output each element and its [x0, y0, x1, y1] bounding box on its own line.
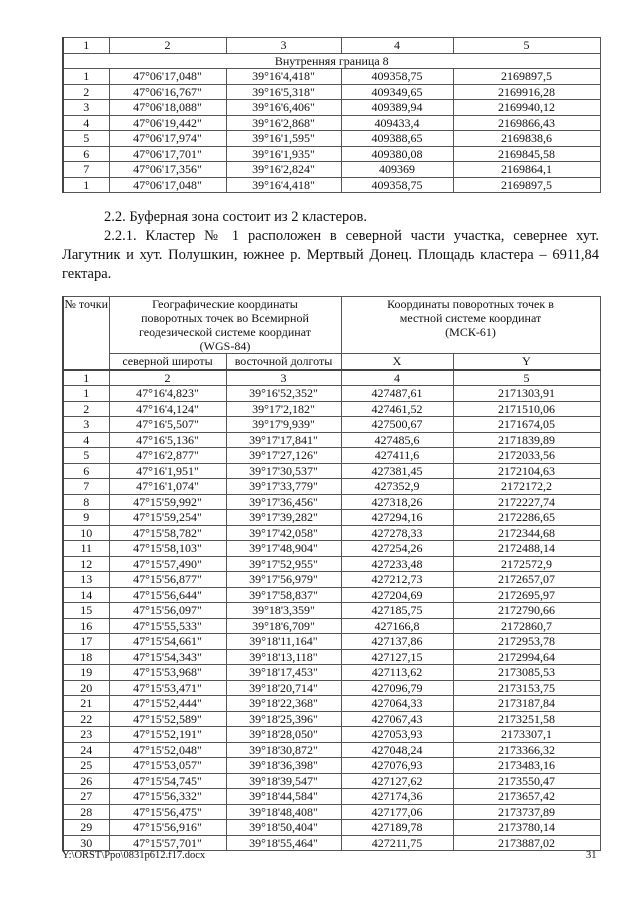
- header-row-2: [63, 354, 600, 370]
- point-number-cell: 13: [63, 572, 109, 588]
- point-number-cell: 12: [63, 556, 109, 572]
- x-cell: 427318,26: [341, 494, 453, 510]
- x-cell: 409358,75: [341, 69, 453, 85]
- table-row: [63, 448, 600, 464]
- table-row: [63, 162, 600, 178]
- y-cell: 2173307,1: [453, 727, 600, 743]
- point-number-cell: 30: [63, 835, 109, 851]
- latitude-header: северной широты: [109, 354, 226, 370]
- point-number-cell: 14: [63, 587, 109, 603]
- y-cell: 2172344,68: [453, 525, 600, 541]
- longitude-cell: 39°16'1,935": [226, 146, 341, 162]
- latitude-cell: 47°16'2,877": [109, 448, 226, 464]
- longitude-cell: 39°16'4,418": [226, 177, 341, 193]
- local-coordinates-header: Координаты поворотных точек в местной системе координат (МСК-61): [341, 297, 600, 354]
- longitude-cell: 39°18'28,050": [226, 727, 341, 743]
- latitude-cell: 47°15'53,471": [109, 680, 226, 696]
- longitude-cell: 39°16'5,318": [226, 84, 341, 100]
- table-row: [63, 634, 600, 650]
- x-cell: 427166,8: [341, 618, 453, 634]
- latitude-cell: 47°15'56,644": [109, 587, 226, 603]
- point-number-cell: 6: [63, 463, 109, 479]
- y-header: Y: [453, 354, 600, 370]
- table-row: [63, 115, 600, 131]
- table-row: [63, 789, 600, 805]
- latitude-cell: 47°15'56,916": [109, 820, 226, 836]
- longitude-cell: 39°17'52,955": [226, 556, 341, 572]
- x-cell: 409389,94: [341, 100, 453, 116]
- x-cell: 427048,24: [341, 742, 453, 758]
- table-row: [63, 680, 600, 696]
- longitude-cell: 39°17'17,841": [226, 432, 341, 448]
- point-number-cell: 28: [63, 804, 109, 820]
- latitude-cell: 47°06'18,088": [109, 100, 226, 116]
- table-row: [63, 432, 600, 448]
- table-row: [63, 649, 600, 665]
- x-cell: 427352,9: [341, 479, 453, 495]
- table-row: [63, 603, 600, 619]
- table-row: [63, 773, 600, 789]
- longitude-cell: 39°18'6,709": [226, 618, 341, 634]
- latitude-cell: 47°15'54,745": [109, 773, 226, 789]
- table-row: [63, 494, 600, 510]
- table-row: [63, 696, 600, 712]
- x-cell: 427211,75: [341, 835, 453, 851]
- y-cell: 2172695,97: [453, 587, 600, 603]
- longitude-cell: 39°17'9,939": [226, 417, 341, 433]
- paragraph-buffer-zone: 2.2. Буферная зона состоит из 2 кластеров.: [104, 209, 367, 225]
- x-header: X: [341, 354, 453, 370]
- table-row: [63, 401, 600, 417]
- section-title-row: [63, 53, 600, 69]
- table-row: [63, 804, 600, 820]
- point-number-cell: 10: [63, 525, 109, 541]
- table-row: [63, 587, 600, 603]
- longitude-cell: 39°18'30,872": [226, 742, 341, 758]
- x-cell: 427500,67: [341, 417, 453, 433]
- point-number-cell: 19: [63, 665, 109, 681]
- x-cell: 409380,08: [341, 146, 453, 162]
- table-row: [63, 742, 600, 758]
- x-cell: 427177,06: [341, 804, 453, 820]
- latitude-cell: 47°15'59,992": [109, 494, 226, 510]
- point-number-cell: 3: [63, 417, 109, 433]
- x-cell: 409369: [341, 162, 453, 178]
- x-cell: 427127,62: [341, 773, 453, 789]
- point-number-cell: 24: [63, 742, 109, 758]
- table-row: [63, 835, 600, 851]
- latitude-cell: 47°15'52,589": [109, 711, 226, 727]
- latitude-cell: 47°15'56,475": [109, 804, 226, 820]
- y-cell: 2172953,78: [453, 634, 600, 650]
- longitude-cell: 39°18'20,714": [226, 680, 341, 696]
- longitude-cell: 39°16'1,595": [226, 131, 341, 147]
- table-row: [63, 556, 600, 572]
- x-cell: 427411,6: [341, 448, 453, 464]
- longitude-cell: 39°18'55,464": [226, 835, 341, 851]
- table-row: [63, 758, 600, 774]
- y-cell: 2169864,1: [453, 162, 600, 178]
- x-cell: 427461,52: [341, 401, 453, 417]
- y-cell: 2173887,02: [453, 835, 600, 851]
- point-number-cell: 5: [63, 131, 109, 147]
- point-number-cell: 7: [63, 162, 109, 178]
- table-row: [63, 177, 600, 193]
- latitude-cell: 47°16'4,823": [109, 386, 226, 402]
- table-row: [63, 463, 600, 479]
- point-number-cell: 1: [63, 177, 109, 193]
- x-cell: 427185,75: [341, 603, 453, 619]
- point-number-cell: 3: [63, 100, 109, 116]
- longitude-cell: 39°17'48,904": [226, 541, 341, 557]
- y-cell: 2173153,75: [453, 680, 600, 696]
- geo-coordinates-header: Географические координаты поворотных точек во Всемирной геодезической системе координат (WGS-84): [109, 297, 341, 354]
- y-cell: 2169916,28: [453, 84, 600, 100]
- table-row: [63, 84, 600, 100]
- point-number-cell: 7: [63, 479, 109, 495]
- section-title: Внутренняя граница 8: [63, 53, 600, 69]
- x-cell: 409388,65: [341, 131, 453, 147]
- x-cell: 427233,48: [341, 556, 453, 572]
- x-cell: 409433,4: [341, 115, 453, 131]
- longitude-cell: 39°17'42,058": [226, 525, 341, 541]
- header-row-1: [63, 297, 600, 354]
- point-number-cell: 4: [63, 432, 109, 448]
- longitude-cell: 39°17'56,979": [226, 572, 341, 588]
- longitude-cell: 39°18'36,398": [226, 758, 341, 774]
- longitude-cell: 39°17'39,282": [226, 510, 341, 526]
- table-row: [63, 417, 600, 433]
- x-cell: 427189,78: [341, 820, 453, 836]
- y-cell: 2172227,74: [453, 494, 600, 510]
- y-cell: 2172860,7: [453, 618, 600, 634]
- table-row: [63, 131, 600, 147]
- y-cell: 2173251,58: [453, 711, 600, 727]
- y-cell: 2173550,47: [453, 773, 600, 789]
- latitude-cell: 47°06'17,356": [109, 162, 226, 178]
- y-cell: 2173366,32: [453, 742, 600, 758]
- table-row: [63, 820, 600, 836]
- longitude-cell: 39°18'50,404": [226, 820, 341, 836]
- longitude-cell: 39°16'52,352": [226, 386, 341, 402]
- y-cell: 2172172,2: [453, 479, 600, 495]
- latitude-cell: 47°06'17,048": [109, 69, 226, 85]
- latitude-cell: 47°15'56,332": [109, 789, 226, 805]
- x-cell: 427294,16: [341, 510, 453, 526]
- latitude-cell: 47°06'17,974": [109, 131, 226, 147]
- longitude-cell: 39°16'2,824": [226, 162, 341, 178]
- point-number-cell: 1: [63, 386, 109, 402]
- x-cell: 427212,73: [341, 572, 453, 588]
- table-row: [63, 665, 600, 681]
- latitude-cell: 47°06'17,048": [109, 177, 226, 193]
- longitude-cell: 39°17'30,537": [226, 463, 341, 479]
- y-cell: 2172033,56: [453, 448, 600, 464]
- latitude-cell: 47°15'58,782": [109, 525, 226, 541]
- x-cell: 427067,43: [341, 711, 453, 727]
- longitude-cell: 39°17'36,456": [226, 494, 341, 510]
- y-cell: 2172790,66: [453, 603, 600, 619]
- longitude-cell: 39°16'4,418": [226, 69, 341, 85]
- latitude-cell: 47°06'16,767": [109, 84, 226, 100]
- longitude-cell: 39°17'58,837": [226, 587, 341, 603]
- longitude-header: восточной долготы: [226, 354, 341, 370]
- longitude-cell: 39°18'44,584": [226, 789, 341, 805]
- latitude-cell: 47°15'56,097": [109, 603, 226, 619]
- point-number-cell: 6: [63, 146, 109, 162]
- y-cell: 2171674,05: [453, 417, 600, 433]
- column-number-row: 1 2 3 4 5: [63, 38, 600, 54]
- x-cell: 427278,33: [341, 525, 453, 541]
- longitude-cell: 39°18'3,359": [226, 603, 341, 619]
- point-number-cell: 27: [63, 789, 109, 805]
- point-number-cell: 26: [63, 773, 109, 789]
- point-number-cell: 2: [63, 84, 109, 100]
- table-row: [63, 479, 600, 495]
- table-row: [63, 711, 600, 727]
- point-number-cell: 16: [63, 618, 109, 634]
- latitude-cell: 47°06'19,442": [109, 115, 226, 131]
- table-row: [63, 100, 600, 116]
- point-number-cell: 4: [63, 115, 109, 131]
- x-cell: 427076,93: [341, 758, 453, 774]
- page-number: 31: [586, 850, 597, 861]
- point-number-cell: 22: [63, 711, 109, 727]
- column-number-row: 1 2 3 4 5: [63, 370, 600, 386]
- x-cell: 427174,36: [341, 789, 453, 805]
- x-cell: 409349,65: [341, 84, 453, 100]
- point-number-cell: 21: [63, 696, 109, 712]
- longitude-cell: 39°17'33,779": [226, 479, 341, 495]
- longitude-cell: 39°17'2,182": [226, 401, 341, 417]
- latitude-cell: 47°15'53,968": [109, 665, 226, 681]
- x-cell: 427127,15: [341, 649, 453, 665]
- latitude-cell: 47°15'57,701": [109, 835, 226, 851]
- y-cell: 2173780,14: [453, 820, 600, 836]
- point-number-cell: 29: [63, 820, 109, 836]
- point-number-cell: 8: [63, 494, 109, 510]
- x-cell: 427381,45: [341, 463, 453, 479]
- x-cell: 427096,79: [341, 680, 453, 696]
- paragraph-cluster-1: 2.2.1. Кластер № 1 расположен в северной части участка, севернее хут. Лагутник и хут. Полушкин, южнее р. Мертвый Донец. Площадь кластера – 6911,84 гектара.: [62, 228, 599, 282]
- y-cell: 2172994,64: [453, 649, 600, 665]
- point-number-cell: 23: [63, 727, 109, 743]
- y-cell: 2172657,07: [453, 572, 600, 588]
- table-row: [63, 69, 600, 85]
- latitude-cell: 47°15'55,533": [109, 618, 226, 634]
- table-row: [63, 525, 600, 541]
- point-number-header: № точки: [63, 297, 109, 370]
- x-cell: 427064,33: [341, 696, 453, 712]
- point-number-cell: 1: [63, 69, 109, 85]
- y-cell: 2169897,5: [453, 69, 600, 85]
- table-row: [63, 541, 600, 557]
- y-cell: 2171303,91: [453, 386, 600, 402]
- point-number-cell: 11: [63, 541, 109, 557]
- latitude-cell: 47°06'17,701": [109, 146, 226, 162]
- x-cell: 427053,93: [341, 727, 453, 743]
- latitude-cell: 47°15'54,661": [109, 634, 226, 650]
- longitude-cell: 39°18'11,164": [226, 634, 341, 650]
- y-cell: 2169866,43: [453, 115, 600, 131]
- longitude-cell: 39°16'2,868": [226, 115, 341, 131]
- cluster-1-coordinates-table: [62, 296, 601, 851]
- longitude-cell: 39°18'48,408": [226, 804, 341, 820]
- y-cell: 2172286,65: [453, 510, 600, 526]
- latitude-cell: 47°15'56,877": [109, 572, 226, 588]
- latitude-cell: 47°15'54,343": [109, 649, 226, 665]
- y-cell: 2171510,06: [453, 401, 600, 417]
- latitude-cell: 47°16'5,507": [109, 417, 226, 433]
- point-number-cell: 25: [63, 758, 109, 774]
- y-cell: 2169897,5: [453, 177, 600, 193]
- latitude-cell: 47°15'59,254": [109, 510, 226, 526]
- footer-file-path: Y:\ORST\Ppo\0831p612.f17.docx: [62, 850, 206, 861]
- point-number-cell: 5: [63, 448, 109, 464]
- point-number-cell: 9: [63, 510, 109, 526]
- point-number-cell: 20: [63, 680, 109, 696]
- point-number-cell: 18: [63, 649, 109, 665]
- inner-boundary-8-table: [62, 37, 601, 193]
- latitude-cell: 47°15'57,490": [109, 556, 226, 572]
- latitude-cell: 47°15'53,057": [109, 758, 226, 774]
- table-row: [63, 386, 600, 402]
- latitude-cell: 47°16'5,136": [109, 432, 226, 448]
- x-cell: 427113,62: [341, 665, 453, 681]
- x-cell: 427254,26: [341, 541, 453, 557]
- y-cell: 2169838,6: [453, 131, 600, 147]
- longitude-cell: 39°18'25,396": [226, 711, 341, 727]
- longitude-cell: 39°18'22,368": [226, 696, 341, 712]
- latitude-cell: 47°15'52,444": [109, 696, 226, 712]
- longitude-cell: 39°18'39,547": [226, 773, 341, 789]
- table-row: [63, 572, 600, 588]
- y-cell: 2172104,63: [453, 463, 600, 479]
- y-cell: 2173657,42: [453, 789, 600, 805]
- table-row: [63, 618, 600, 634]
- x-cell: 427204,69: [341, 587, 453, 603]
- table-row: [63, 727, 600, 743]
- longitude-cell: 39°16'6,406": [226, 100, 341, 116]
- y-cell: 2173737,89: [453, 804, 600, 820]
- y-cell: 2169845,58: [453, 146, 600, 162]
- x-cell: 427487,61: [341, 386, 453, 402]
- point-number-cell: 15: [63, 603, 109, 619]
- latitude-cell: 47°15'52,048": [109, 742, 226, 758]
- y-cell: 2172572,9: [453, 556, 600, 572]
- x-cell: 427137,86: [341, 634, 453, 650]
- y-cell: 2172488,14: [453, 541, 600, 557]
- y-cell: 2173483,16: [453, 758, 600, 774]
- y-cell: 2169940,12: [453, 100, 600, 116]
- x-cell: 427485,6: [341, 432, 453, 448]
- latitude-cell: 47°15'58,103": [109, 541, 226, 557]
- y-cell: 2171839,89: [453, 432, 600, 448]
- y-cell: 2173187,84: [453, 696, 600, 712]
- latitude-cell: 47°16'1,074": [109, 479, 226, 495]
- latitude-cell: 47°16'1,951": [109, 463, 226, 479]
- table-row: [63, 146, 600, 162]
- longitude-cell: 39°18'17,453": [226, 665, 341, 681]
- y-cell: 2173085,53: [453, 665, 600, 681]
- table-row: [63, 510, 600, 526]
- latitude-cell: 47°15'52,191": [109, 727, 226, 743]
- point-number-cell: 17: [63, 634, 109, 650]
- x-cell: 409358,75: [341, 177, 453, 193]
- point-number-cell: 2: [63, 401, 109, 417]
- latitude-cell: 47°16'4,124": [109, 401, 226, 417]
- longitude-cell: 39°18'13,118": [226, 649, 341, 665]
- longitude-cell: 39°17'27,126": [226, 448, 341, 464]
